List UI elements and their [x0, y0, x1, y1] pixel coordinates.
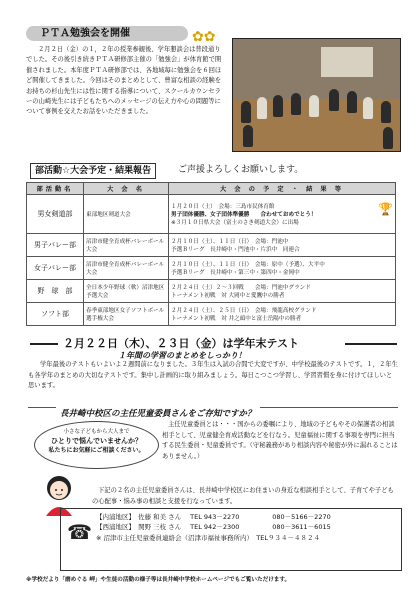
header-detail: 大 会 の 予 定 ・ 結 果 等 [169, 183, 396, 195]
counselor-title: 長井崎中校区の主任児童委員さんをご存知ですか？ [56, 407, 260, 419]
detail-line: トーナメント初戦 対 井之頭中と富士岳陽中の勝者 [171, 316, 302, 322]
detail-line: 男子団体優勝、女子団体準優勝 合わせておめでとう！ [171, 212, 317, 218]
counselor-body: 主任児童委員とは・・・国からの委嘱により、地域の子どもやその保護者の相談相手として、児童健全育成活動などを行なう。児童福祉に関する事項を専門に担当する民生委員・児童委員です。（守秘義務があり相談内容や秘密が外に漏れることはありません。） [162, 421, 398, 460]
contact-name: 佐藤 和美 さん [138, 513, 182, 521]
competition-name: 沼津市健全育成杯バレーボール大会 [84, 234, 169, 257]
speech-bubble [34, 421, 159, 469]
bubble-text: 小さな子どもから大人まで [63, 429, 130, 435]
table-row [27, 257, 396, 280]
contact-office: ※ 沼津市主任児童委員連絡会（沼津市福祉事務所内） TEL９３４－４８２４ [96, 534, 320, 542]
divider [345, 343, 397, 345]
detail-line: 予選Ｂリーグ 長井崎中・門池中・片浜中 同連合 [171, 247, 300, 253]
bubble-text: ひとりで悩んでいませんか？ [51, 437, 142, 445]
detail-line: ２月１０日（土）、１１日（日） 会場：原中（予選）、大平中 [171, 262, 325, 268]
meeting-photo [232, 38, 401, 152]
header-club: 部活動名 [27, 183, 84, 195]
club-table [26, 182, 396, 326]
detail-line: ２月２４日（土）２～３回戦 会場：門池中グランド [171, 285, 311, 291]
divider [30, 343, 58, 345]
detail-line: 予選Ｂリーグ 長井崎中・第三中・第四中・金岡中 [171, 270, 300, 276]
club-name: 男子バレー部 [27, 234, 84, 257]
table-row [27, 234, 396, 257]
detail-line: トーナメント初戦 対 大岡中と愛鷹中の勝者 [171, 293, 285, 299]
contact-mobile: 080－5166－2270 [272, 513, 331, 521]
bubble-text: 私たちにお気軽にご相談ください。 [48, 447, 145, 454]
contact-area: 【西浦地区】 [96, 523, 135, 531]
header-competition: 大 会 名 [84, 183, 169, 195]
exam-body: 学年最後のテストもいよいよ２週間前になりました。３年生は入試の合間で大変ですが、中学校最後のテストです。１，２年生も各学年のまとめの大切なテストです。集中し計画的に取り組みましょう。毎日こつこつ学習し、学習習慣を身に付けてほしいと思います。 [28, 361, 398, 389]
competition-detail [169, 257, 396, 280]
contact-area: 【内浦地区】 [96, 513, 135, 521]
club-section-title: 部活動☆大会予定・結果報告 [30, 163, 156, 179]
table-row [27, 195, 396, 234]
flower-icon: ✿✿ [192, 29, 216, 45]
detail-line: ２月２４日（土）、２５日（日） 会場：飛龍高校グランド [171, 308, 317, 314]
club-name: 野 球 部 [27, 280, 84, 303]
club-name: 女子バレー部 [27, 257, 84, 280]
exam-title: ２月２２日（木）、２３日（金）は学年末テスト [63, 337, 300, 350]
footnote: ※学校だより「磨めぐる 岬」や生徒の活動の様子等は長井崎中学校ホームページでもご覧いただけます。 [26, 577, 291, 583]
pta-banner: ＰＴＡ勉強会を開催 [26, 26, 188, 41]
contact-tel: TEL 942－2300 [190, 523, 240, 531]
club-name: ソフト部 [27, 303, 84, 326]
counselor-body-2: 下記の２名の主任児童委員さんは、長井崎中学校区にお住まいの身近な相談相手として、子育てや子どもの心配事・悩み事の相談と支援を行なっています。 [92, 487, 394, 505]
table-row [27, 303, 396, 326]
competition-detail [169, 234, 396, 257]
contact-line [96, 522, 331, 532]
competition-detail [169, 280, 396, 303]
contact-line [96, 512, 331, 522]
table-row [27, 280, 396, 303]
contact-mobile: 080－3611－6015 [272, 523, 331, 531]
competition-name: 全日本少年野球（軟）沼津地区予選大会 [84, 280, 169, 303]
table-header-row [27, 183, 396, 195]
phone-icon: ☎ [67, 520, 92, 544]
competition-detail [169, 195, 396, 234]
exam-subtitle: １年間の学習のまとめをしっかり！ [118, 351, 246, 360]
detail-line: ２月１０日（土）、１１日（日） 会場：門池中 [171, 239, 289, 245]
detail-line: １月２０日（土） 会場：三島市民体育館 [171, 204, 275, 210]
contact-tel: TEL 943－2270 [190, 513, 240, 521]
competition-name: 沼津市健全育成杯バレーボール大会 [84, 257, 169, 280]
competition-name: 東部地区剣道大会 [84, 195, 169, 234]
contact-name: 関野 三枝 さん [138, 523, 182, 531]
pta-body: ２月２日（金）の１，２年の授業参観後、学年懇談会は普段通りでした。その後引き続きＰＴＡ研修部主催の「勉強会」が体育館で開催されました。本年度ＰＴＡ研修部では、各地域毎に勉強会を６回ほど開催してきました。今回はそのまとめとして、豊富な相談の経験をお持ちの杉山先生には性に関する指導について、スクールカウンセラーの山崎先生には子どもたちへのメッセージの伝え方や心の問題等について事例を交えたお話をいただきました。 [26, 46, 222, 116]
detail-line: ※３月１０日県大会（富士のさき剣道大会）に出場 [171, 220, 299, 226]
competition-name: 春季東部地区女子ソフトボール選手権大会 [84, 303, 169, 326]
trophy-icon: 🏆 [378, 202, 393, 216]
competition-detail [169, 303, 396, 326]
club-name: 男女剣道部 [27, 195, 84, 234]
club-section-subtitle: ご声援よろしくお願いします。 [178, 165, 304, 175]
